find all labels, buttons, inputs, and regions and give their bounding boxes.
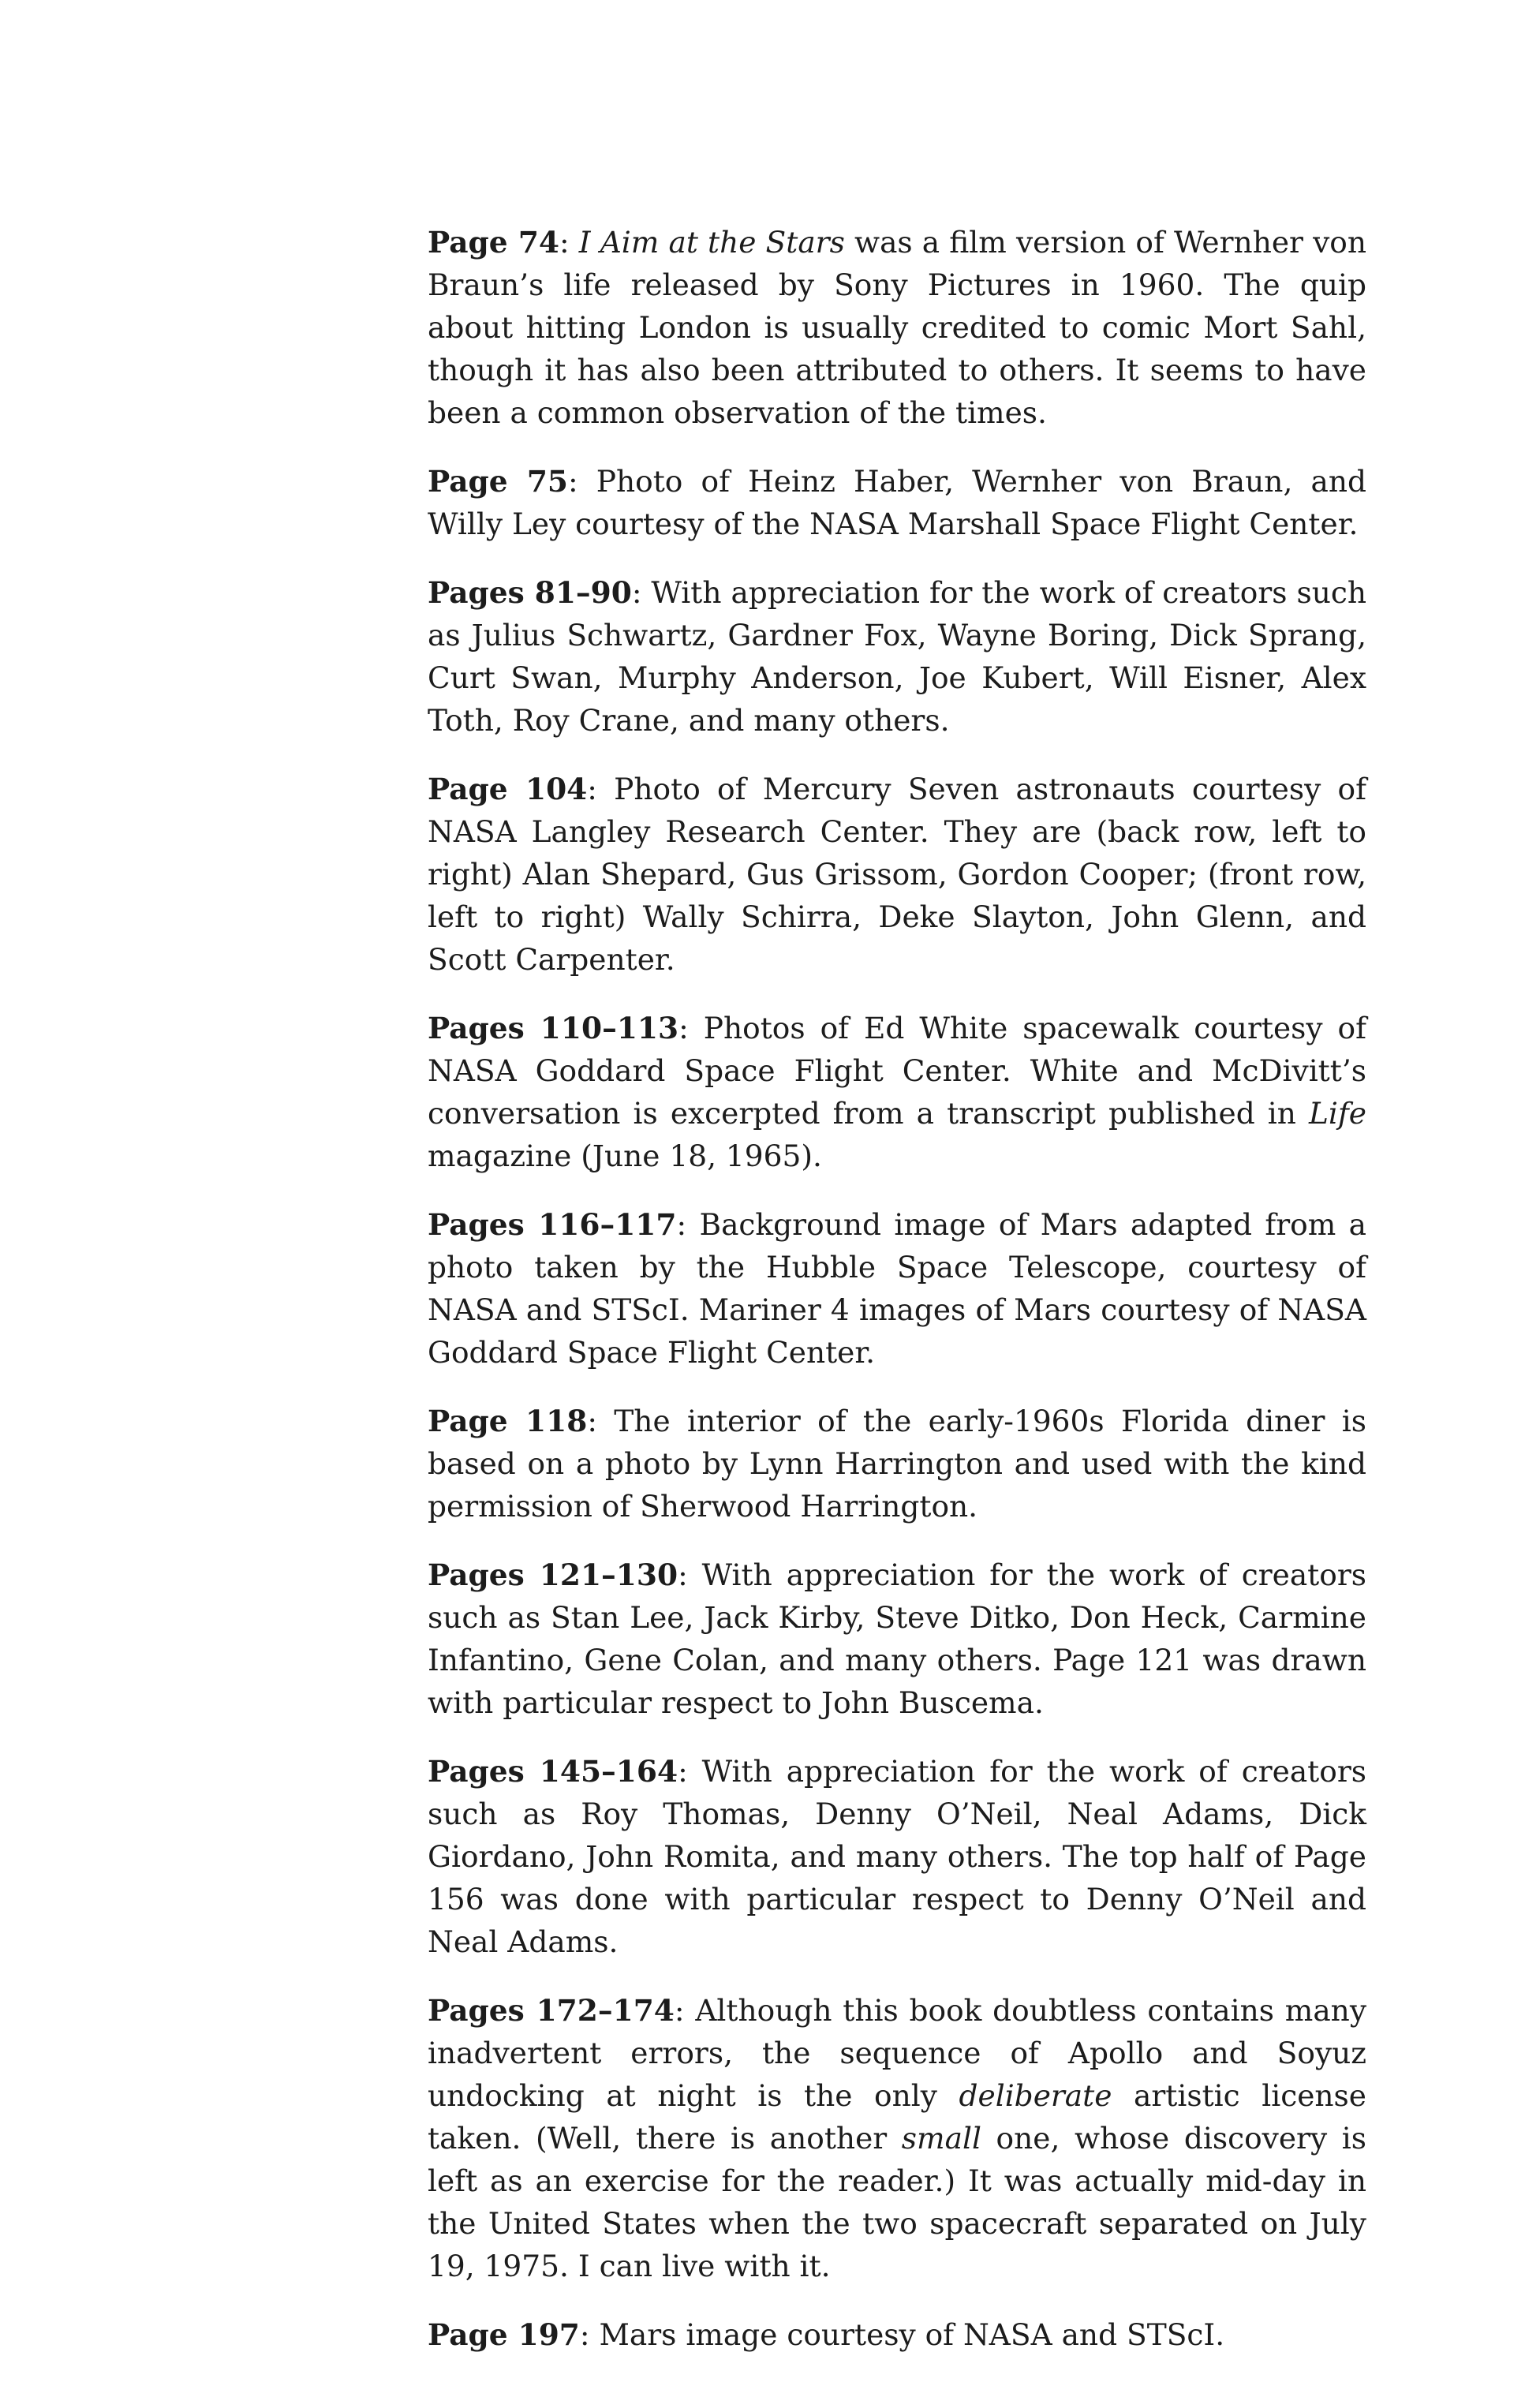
note-page-reference: Page 118: [428, 1404, 588, 1438]
note-paragraph: [428, 1007, 1366, 1177]
note-text: With appreciation for the work of creators such as Roy Thomas, Denny O’Neil, Neal Adams, Dick Giordano, John Romita, and many others. The top half of Page 156 was done with particular respect to Denny O’Neil and Neal Adams.: [428, 1754, 1366, 1959]
note-separator: :: [559, 225, 579, 260]
note-paragraph: [428, 460, 1366, 545]
note-page-reference: Pages 110–113: [428, 1011, 679, 1045]
note-page-reference: Page 74: [428, 225, 560, 260]
note-separator: :: [676, 1207, 700, 1242]
note-text: was a film version of Wernher von Braun’s life released by Sony Pictures in 1960. The quip about hitting London is usually credited to comic Mort Sahl, though it has also been attributed to others. It seems to have been a common observation of the times.: [428, 225, 1367, 430]
note-paragraph: [428, 2313, 1366, 2356]
note-page-reference: Pages 145–164: [428, 1754, 678, 1789]
note-italic-text: Life: [1309, 1096, 1366, 1131]
note-paragraph: [428, 768, 1366, 981]
note-text: one, whose discovery is left as an exercise for the reader.) It was actually mid-day in the United States when the two spacecraft separated on July 19, 1975. I can live with it.: [428, 2121, 1366, 2283]
note-separator: :: [568, 464, 596, 499]
note-text: Photo of Heinz Haber, Wernher von Braun, and Willy Ley courtesy of the NASA Marshall Space Flight Center.: [428, 464, 1366, 541]
note-separator: :: [678, 1754, 702, 1789]
note-separator: :: [678, 1011, 704, 1045]
note-separator: :: [678, 1557, 702, 1592]
note-text: Photo of Mercury Seven astronauts courtesy of NASA Langley Research Center. They are (back row, left to right) Alan Shepard, Gus Grissom, Gordon Cooper; (front row, left to right) Wally Schirra, Deke Slayton, John Glenn, and Scott Carpenter.: [428, 772, 1366, 977]
note-separator: :: [587, 1404, 615, 1438]
note-page-reference: Pages 121–130: [428, 1557, 678, 1592]
note-italic-text: small: [901, 2121, 981, 2156]
note-text: magazine (June 18, 1965).: [428, 1139, 822, 1173]
note-paragraph: [428, 1989, 1366, 2287]
note-page-reference: Pages 81–90: [428, 575, 632, 610]
note-page-reference: Page 197: [428, 2317, 580, 2352]
note-separator: :: [674, 1993, 696, 2028]
note-text: Although this book doubtless contains many inadvertent errors, the sequence of Apollo and Soyuz undocking at night is the only: [428, 1993, 1367, 2113]
note-text: Photos of Ed White spacewalk courtesy of NASA Goddard Space Flight Center. White and McDivitt’s conversation is excerpted from a transcript published in: [428, 1011, 1367, 1131]
note-paragraph: [428, 1400, 1366, 1528]
credits-notes: [428, 221, 1366, 2382]
note-page-reference: Page 75: [428, 464, 569, 499]
note-paragraph: [428, 221, 1366, 434]
note-separator: :: [587, 772, 615, 806]
note-page-reference: Pages 116–117: [428, 1207, 677, 1242]
note-text: With appreciation for the work of creators such as Stan Lee, Jack Kirby, Steve Ditko, Don Heck, Carmine Infantino, Gene Colan, and many others. Page 121 was drawn with particular respect to John Buscema.: [428, 1557, 1366, 1720]
note-text: With appreciation for the work of creators such as Julius Schwartz, Gardner Fox, Wayne Boring, Dick Sprang, Curt Swan, Murphy Anderson, Joe Kubert, Will Eisner, Alex Toth, Roy Crane, and many others.: [428, 575, 1367, 738]
note-separator: :: [579, 2317, 600, 2352]
note-paragraph: [428, 1750, 1366, 1963]
note-separator: :: [631, 575, 652, 610]
note-text: artistic license taken. (Well, there is another: [428, 2078, 1366, 2156]
note-italic-text: I Aim at the Stars: [578, 225, 845, 260]
note-paragraph: [428, 1554, 1366, 1724]
note-paragraph: [428, 571, 1366, 742]
note-paragraph: [428, 1203, 1366, 1374]
note-italic-text: deliberate: [959, 2078, 1112, 2113]
note-text: Mars image courtesy of NASA and STScI.: [599, 2317, 1225, 2352]
note-page-reference: Page 104: [428, 772, 588, 806]
note-text: Background image of Mars adapted from a photo taken by the Hubble Space Telescope, courtesy of NASA and STScI. Mariner 4 images of Mars courtesy of NASA Goddard Space Flight Center.: [428, 1207, 1366, 1370]
note-text: The interior of the early-1960s Florida diner is based on a photo by Lynn Harrington and used with the kind permission of Sherwood Harrington.: [428, 1404, 1366, 1524]
note-page-reference: Pages 172–174: [428, 1993, 675, 2028]
